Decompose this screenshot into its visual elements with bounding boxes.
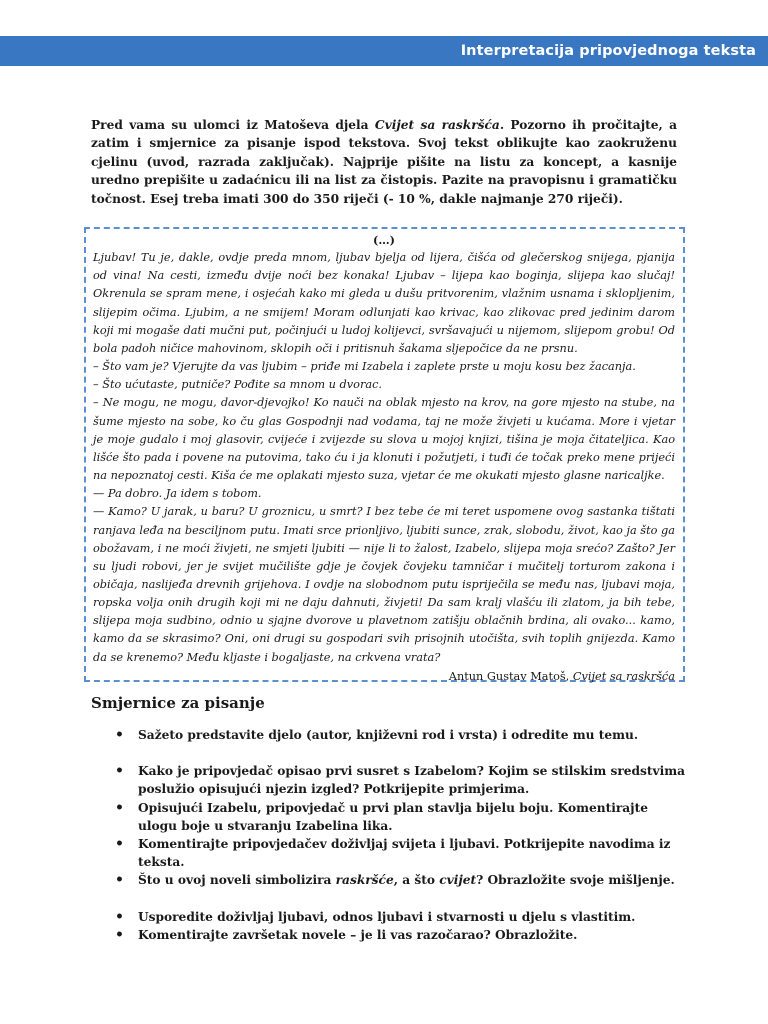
guideline-text: , a što [393,873,440,888]
header-title: Interpretacija pripovjednoga teksta [460,43,756,59]
intro-text-2: . Pozorno ih pročitajte, a zatim i smjernice za pisanje ispod tekstova. Svoj tekst oblikujte kao zaokruženu cjelinu (uvod, razrada zaključak). Najprije pišite na listu za koncept, a kasnije uredno prepišite u zadaćnicu ili na list za čistopis. Pazite na pravopisnu i gramatičku točnost. Esej treba imati 300 do 350 riječi (- 10 %, dakle najmanje 270 riječi). [91,118,677,206]
guideline-term: raskršće [335,873,394,888]
guideline-text: ? Obrazložite svoje mišljenje. [476,873,675,888]
bullet-icon: • [115,926,124,943]
intro-text-1: Pred vama su ulomci iz Matoševa djela [91,118,375,132]
guideline-text: Opisujući Izabelu, pripovjedač u prvi plan stavlja bijelu boju. Komentirajte ulogu boje u stvaranju Izabelina lika. [138,800,648,833]
list-item [115,799,685,835]
list-item [115,908,685,926]
excerpt-box [84,227,685,682]
guidelines-list [115,726,685,944]
guideline-text: Kako je pripovjedač opisao prvi susret s Izabelom? Kojim se stilskim sredstvima poslužio opisujući njezin izgled? Potkrijepite primjerima. [138,764,686,797]
header-bar [0,36,768,66]
attribution-title: Cvijet sa raskršća [572,669,675,683]
bullet-icon: • [115,763,124,780]
bullet-icon: • [115,727,124,743]
excerpt-paragraph: – Što ućutaste, putniče? Pođite sa mnom u dvorac. [93,378,383,392]
guideline-text: Komentirajte pripovjedačev doživljaj svijeta i ljubavi. Potkrijepite navodima iz teksta. [138,837,671,870]
list-spacer [115,744,685,762]
guideline-text: Što u ovoj noveli simbolizira [138,873,336,888]
list-item [115,926,685,944]
guideline-text: Komentirajte završetak novele – je li vas razočarao? Obrazložite. [138,927,578,942]
list-item [115,871,685,889]
excerpt-paragraph: – Što vam je? Vjerujte da vas ljubim – priđe mi Izabela i zaplete prste u moju kosu bez žacanja. [93,360,636,374]
bullet-icon: • [115,908,124,925]
guideline-term: cvijet [439,873,477,888]
bullet-icon: • [115,872,124,889]
list-item [115,762,685,798]
intro-paragraph [91,116,677,208]
list-item [115,835,685,871]
attribution-author: Antun Gustav Matoš, [448,669,573,683]
excerpt-paragraph: — Kamo? U jarak, u baru? U groznicu, u smrt? I bez tebe će mi teret uspomene ovog sastanka tištati ranjava leđa na besciljnom putu. Imati srce prionljivo, ljubiti sunce, zrak, slobodu, život, kao ja što ga obožavam, i ne moći živjeti, ne smjeti ljubiti — nije li to žalost, Izabelo, slijepa moja srećo? Zašto? Jer su ljudi robovi, jer je svijet mučilište gdje je čovjek čovjeku tamničar i mučitelj torturom zakona i običaja, naslijeđa drevnih grijehova. I ovdje na slobodnom putu ispriječila se među nas, ljubavi moja, ropska volja onih drugih koji mi ne daju dahnuti, živjeti! Da sam kralj vlašću ili zlatom, ja bih tebe, slijepa moja sudbino, odnio u sjajne dvorove u plavetnom zatišju oblačnih brdina, ali ovako... kamo, kamo da se skrasimo? Oni, oni drugi su gospodari svih prisojnih utočišta, svih toplih gnijezda. Kamo da se krenemo? Među kljaste i bogaljaste, na crkvena vrata? [93,505,675,664]
guideline-text: Usporedite doživljaj ljubavi, odnos ljubavi i stvarnosti u djelu s vlastitim. [138,909,636,924]
list-spacer [115,890,685,908]
guideline-text: Sažeto predstavite djelo (autor, književni rod i vrsta) i odredite mu temu. [138,728,639,742]
guidelines-title: Smjernice za pisanje [91,694,265,712]
excerpt-paragraph: – Ne mogu, ne mogu, davor-djevojko! Ko nauči na oblak mjesto na krov, na gore mjesto na stube, na šume mjesto na sobe, ko ču glas Gospodnji nad vodama, taj ne može živjeti u kućama. More i vjetar je moje gudalo i moj glasovir, cvijeće i zvijezde su slova u mojoj knjizi, tišina je moja čitateljica. Kao lišće što pada i povene na putovima, tako ću i ja klonuti i požutjeti, i tuđi će točak preko mene prijeći na nepoznatoj cesti. Kiša će me oplakati mjesto suza, vjetar će me okukati mjesto glasne naricaljke. [93,396,675,483]
excerpt-paragraph: — Pa dobro. Ja idem s tobom. [93,487,262,501]
excerpt-body [93,249,675,667]
bullet-icon: • [115,799,124,816]
excerpt-paragraph: Ljubav! Tu je, dakle, ovdje preda mnom, ljubav bjelja od lijera, čišća od glečerskog snijega, pjanija od vina! Na cesti, između dvije noći bez konaka! Ljubav – lijepa kao boginja, slijepa kao slučaj! Okrenula se spram mene, i osjećah kako mi gleda u dušu pritvorenim, vlažnim usnama i sklopljenim, slijepim očima. Ljubim, a ne smijem! Moram odlunjati kao krivac, kao zlikovac pred jedinim darom koji mi mogaše dati mučni put, počinjući u ludoj kolijevci, svršavajući u nijemom, slijepom grobu! Od bola padoh ničice mahovinom, sklopih oči i pritisnuh šakama sljepočice da ne prsnu. [93,251,675,355]
intro-work-title: Cvijet sa raskršća [374,118,500,132]
excerpt-attribution [93,668,675,686]
bullet-icon: • [115,836,124,853]
excerpt-heading: (…) [373,233,395,247]
list-item [115,726,685,744]
